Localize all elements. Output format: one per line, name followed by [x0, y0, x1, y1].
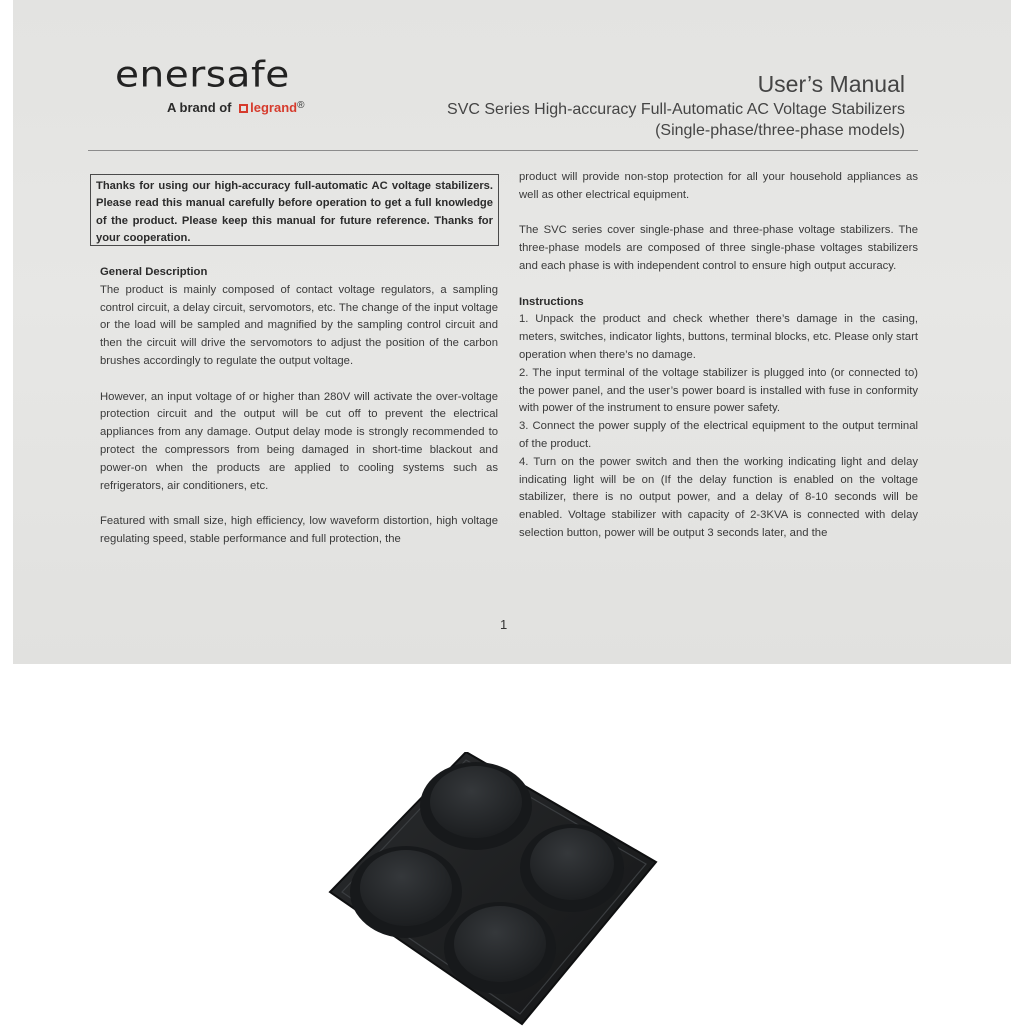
thanks-notice-box: Thanks for using our high-accuracy full-automatic AC voltage stabilizers. Please read this manual carefully before operation to get a full knowledge of the product. Please keep this manual for future reference. Thanks for your cooperation.	[90, 174, 499, 246]
logo-wordmark: enersafe	[115, 54, 290, 96]
rubber-feet-pad-image	[328, 752, 660, 1028]
logo-subtitle-prefix: A brand of	[167, 100, 232, 115]
rubber-foot-right	[520, 824, 624, 912]
continuation-paragraph: product will provide non-stop protection for all your household appliances as well as other electrical equipment.	[519, 171, 918, 201]
instruction-2: 2. The input terminal of the voltage stabilizer is plugged into (or connected to) the power panel, and the user’s power board is installed with fuse in conformity with power of the instrument to ensure power safety.	[519, 366, 918, 415]
rubber-foot-bottom	[444, 902, 556, 994]
description-paragraph-3: Featured with small size, high efficiency, low waveform distortion, high voltage regulating speed, stable performance and full protection, the	[100, 515, 498, 545]
rubber-foot-left	[350, 846, 462, 938]
page-title: User’s Manual	[757, 71, 905, 97]
right-column	[519, 169, 918, 543]
instructions-heading: Instructions	[519, 295, 584, 308]
manual-header	[447, 70, 905, 141]
legrand-brand: legrand	[250, 100, 298, 115]
legrand-square-icon	[239, 104, 248, 113]
header-divider	[88, 150, 918, 151]
enersafe-logo	[115, 54, 315, 115]
instruction-1: 1. Unpack the product and check whether there’s damage in the casing, meters, switches, indicator lights, buttons, terminal blocks, etc. Please only start operation when there’s no damage.	[519, 313, 918, 361]
logo-subtitle	[167, 100, 304, 115]
description-paragraph-1: The product is mainly composed of contact voltage regulators, a sampling control circuit, a delay circuit, servomotors, etc. The change of the input voltage or the load will be sampled and magnified by the sampling control circuit and then the circuit will drive the servomotors to adjust the position of the carbon brushes accordingly to regulate the output voltage.	[100, 283, 498, 367]
instruction-3: 3. Connect the power supply of the electrical equipment to the output terminal of the product.	[519, 420, 918, 450]
general-description-heading: General Description	[100, 266, 208, 278]
subtitle-line-2: (Single-phase/three-phase models)	[655, 122, 905, 139]
left-column	[100, 264, 498, 549]
rubber-foot-top	[420, 762, 532, 850]
registered-mark: ®	[297, 100, 305, 111]
svc-series-paragraph: The SVC series cover single-phase and three-phase voltage stabilizers. The three-phase models are composed of three single-phase voltages stabilizers and each phase is with independent control to ensure high output accuracy.	[519, 224, 918, 272]
page-number: 1	[500, 617, 508, 632]
instruction-4: 4. Turn on the power switch and then the working indicating light and delay indicating light will be on (If the delay function is enabled on the voltage stabilizer, there is no output power, and a delay of 8-10 seconds will be enabled. Voltage stabilizer with capacity of 2-3KVA is connected with delay selection button, power will be output 3 seconds later, and the	[519, 455, 918, 539]
description-paragraph-2: However, an input voltage of or higher than 280V will activate the over-voltage protection circuit and the output will be cut off to prevent the electrical appliances from any damage. Output delay mode is strongly recommended to protect the compressors from being damaged in short-time blackout and power-on when the products are applied to cooling systems such as refrigerators, air conditioners, etc.	[100, 390, 498, 492]
subtitle-line-1: SVC Series High-accuracy Full-Automatic AC Voltage Stabilizers	[447, 101, 905, 118]
